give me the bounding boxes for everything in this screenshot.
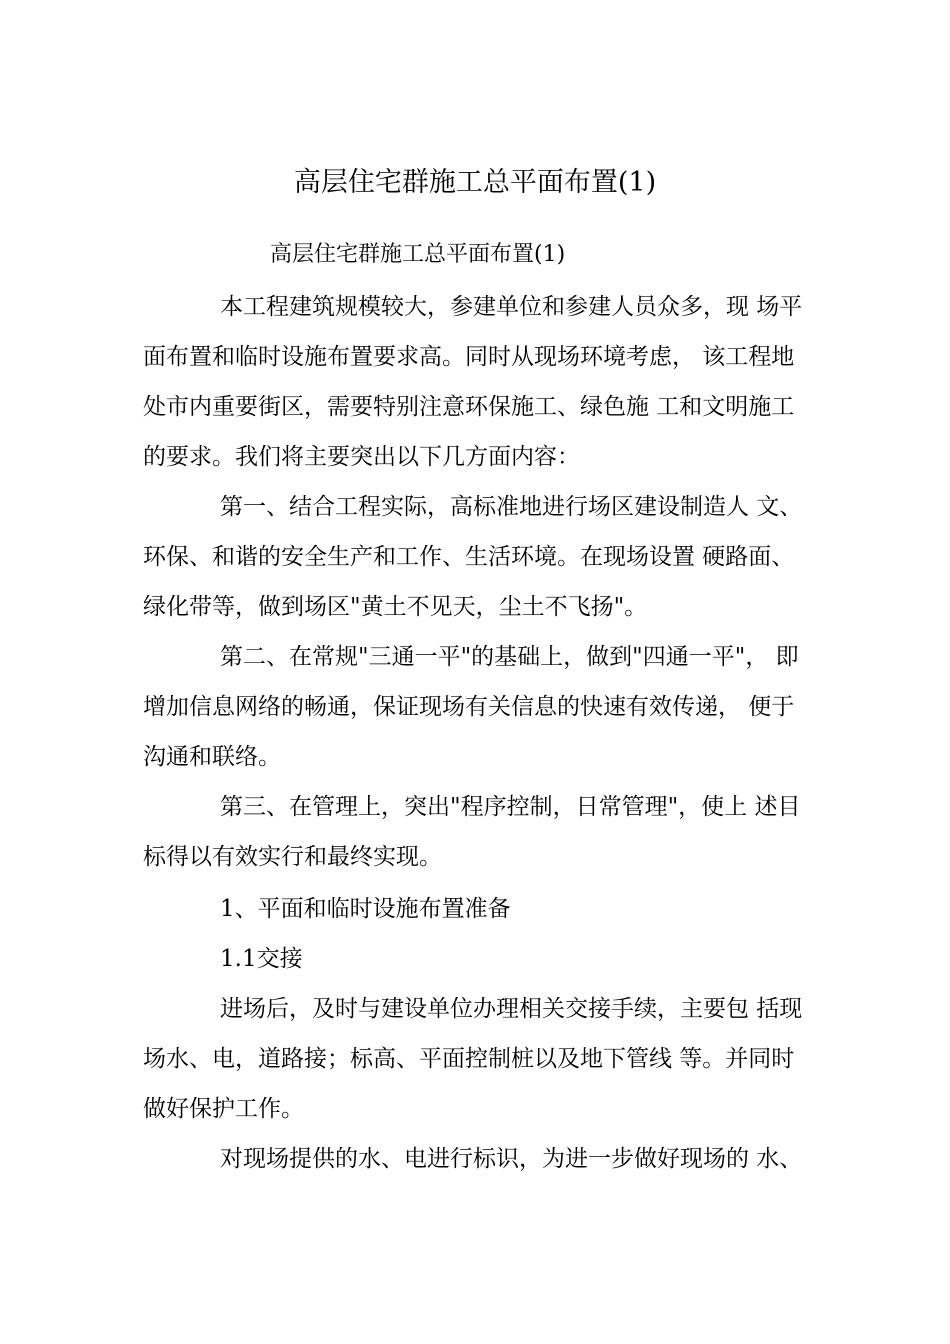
paragraph-line: 本工程建筑规模较大，参建单位和参建人员众多，现 场平 (220, 294, 803, 320)
paragraph-line: 的要求。我们将主要突出以下几方面内容： (143, 444, 580, 470)
paragraph-line: 第二、在常规"三通一平"的基础上，做到"四通一平"， 即 (220, 644, 799, 670)
paragraph-line: 绿化带等，做到场区"黄土不见天，尘土不飞扬"。 (143, 594, 648, 620)
paragraph-line: 增加信息网络的畅通，保证现场有关信息的快速有效传递， 便于 (143, 694, 795, 720)
paragraph-line: 对现场提供的水、电进行标识，为进一步做好现场的 水、 (220, 1146, 803, 1172)
section-heading: 1、平面和临时设施布置准备 (220, 896, 511, 922)
document-subtitle: 高层住宅群施工总平面布置(1) (270, 242, 566, 267)
paragraph-line: 第三、在管理上，突出"程序控制，日常管理"，使上 述目 (220, 794, 801, 820)
paragraph-line: 环保、和谐的安全生产和工作、生活环境。在现场设置 硬路面、 (143, 544, 795, 570)
paragraph-line: 标得以有效实行和最终实现。 (143, 844, 442, 870)
paragraph-line: 面布置和临时设施布置要求高。同时从现场环境考虑， 该工程地 (143, 344, 795, 370)
paragraph-line: 第一、结合工程实际，高标准地进行场区建设制造人 文、 (220, 494, 803, 520)
document-title: 高层住宅群施工总平面布置(1) (293, 167, 657, 198)
paragraph-line: 沟通和联络。 (143, 744, 281, 770)
paragraph-line: 进场后，及时与建设单位办理相关交接手续，主要包 括现 (220, 996, 803, 1022)
paragraph-line: 场水、电，道路接；标高、平面控制桩以及地下管线 等。并同时 (143, 1046, 795, 1072)
subsection-heading: 1.1交接 (220, 946, 303, 972)
paragraph-line: 处市内重要街区，需要特别注意环保施工、绿色施 工和文明施工 (143, 394, 795, 420)
paragraph-line: 做好保护工作。 (143, 1096, 304, 1122)
